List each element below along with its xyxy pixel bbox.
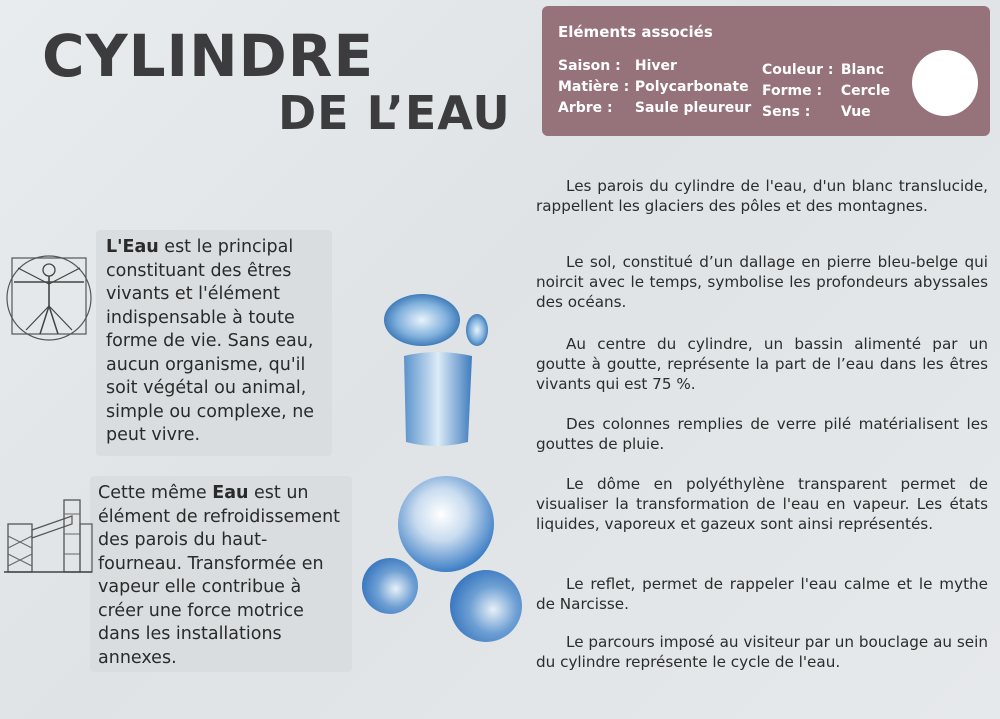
water-drop-photo [466, 314, 488, 346]
assoc-row-season [558, 58, 677, 74]
value-material: Polycarbonate [634, 79, 749, 95]
value-season: Hiver [634, 58, 677, 74]
label-season: Saison : [558, 58, 621, 74]
cloud-sky-photo [450, 570, 522, 642]
steam-sky-photos [360, 472, 530, 648]
associated-elements-panel [542, 6, 990, 136]
water-swirl-photo [384, 294, 460, 346]
assoc-row-color [762, 62, 884, 78]
paragraph-6: Le reflet, permet de rappeler l'eau calme et le mythe de Narcisse. [536, 575, 988, 613]
title-line-2: DE L’EAU [278, 86, 511, 140]
blast-furnace-illustration [2, 494, 94, 576]
value-shape: Cercle [840, 83, 891, 99]
glass-photo [404, 352, 472, 446]
eau-strong-2: Eau [212, 483, 249, 503]
small-sky-photo [362, 558, 418, 614]
left-text-2-rest: est un élément de refroidissement des parois du haut-fourneau. Transformée en vapeur elle contribue à créer une force motrice dans les installations annexes. [98, 483, 341, 668]
assoc-row-tree [558, 100, 751, 116]
paragraph-1: Les parois du cylindre de l'eau, d'un blanc translucide, rappellent les glaciers des pôles et des montagnes. [536, 177, 988, 215]
assoc-row-material [558, 79, 749, 95]
water-glass-photos [380, 292, 490, 452]
vitruvian-man-illustration [4, 250, 94, 342]
assoc-row-shape [762, 83, 890, 99]
value-color: Blanc [840, 62, 885, 78]
label-color: Couleur : [762, 62, 834, 78]
value-tree: Saule pleureur [634, 100, 752, 116]
left-text-2-pre: Cette même [98, 483, 213, 503]
left-text-2 [98, 482, 350, 670]
label-tree: Arbre : [558, 100, 613, 116]
value-sense: Vue [840, 104, 871, 120]
eau-strong-1: L'Eau [106, 237, 159, 257]
paragraph-3: Au centre du cylindre, un bassin alimenté par un goutte à goutte, représente la part de l’eau dans les êtres vivants qui est 75 %. [536, 335, 988, 393]
left-text-1-rest: est le principal constituant des êtres vivants et l'élément indispensable à toute forme de vie. Sans eau, aucun organisme, qu'il soit végétal ou animal, simple ou complexe, ne peut vivre. [106, 237, 315, 445]
steam-cloud-photo [398, 476, 494, 572]
label-shape: Forme : [762, 83, 823, 99]
label-sense: Sens : [762, 104, 811, 120]
assoc-row-sense [762, 104, 871, 120]
paragraph-5: Le dôme en polyéthylène transparent permet de visualiser la transformation de l'eau en vapeur. Les états liquides, vaporeux et gazeux sont ainsi représentés. [536, 475, 988, 533]
title-line-1: CYLINDRE [42, 22, 375, 90]
paragraph-4: Des colonnes remplies de verre pilé matérialisent les gouttes de pluie. [536, 415, 988, 453]
paragraph-2: Le sol, constitué d’un dallage en pierre bleu-belge qui noircit avec le temps, symbolise les profondeurs abyssales des océans. [536, 253, 988, 311]
left-text-1 [106, 236, 328, 448]
associated-heading: Eléments associés [558, 23, 713, 41]
paragraph-7: Le parcours imposé au visiteur par un bouclage au sein du cylindre représente le cycle de l'eau. [536, 633, 988, 671]
label-material: Matière : [558, 79, 630, 95]
white-circle-swatch [912, 50, 978, 116]
